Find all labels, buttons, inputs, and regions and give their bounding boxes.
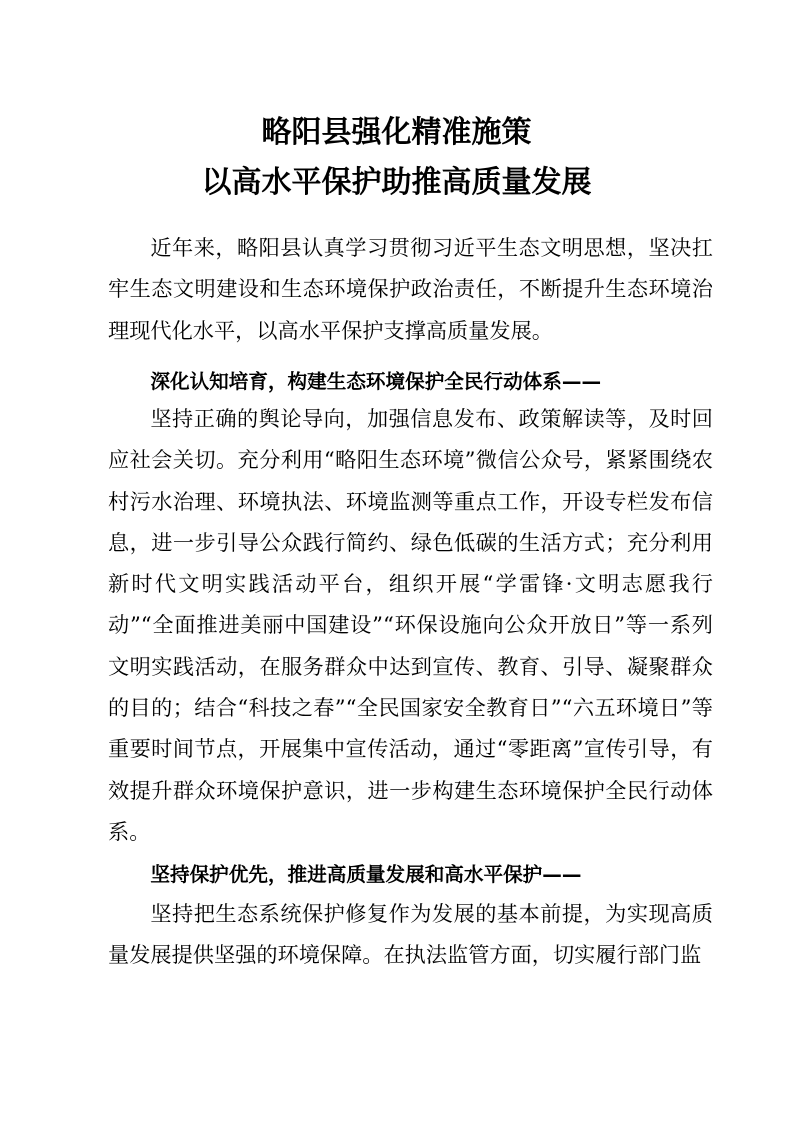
section-body-2: 坚持把生态系统保护修复作为发展的基本前提，为实现高质量发展提供坚强的环境保障。在执法监管方面，切实履行部门监 — [108, 901, 713, 968]
document-title-line-2: 以高水平保护助推高质量发展 — [201, 165, 592, 200]
document-title-line-1: 略阳县强化精准施策 — [261, 115, 532, 150]
section-heading-1: 深化认知培育，构建生态环境保护全民行动体系—— — [150, 370, 602, 393]
section-heading-2: 坚持保护优先，推进高质量发展和高水平保护—— — [150, 863, 582, 886]
intro-paragraph: 近年来，略阳县认真学习贯彻习近平生态文明思想，坚决扛牢生态文明建设和生态环境保护政治责任，不断提升生态环境治理现代化水平，以高水平保护支撑高质量发展。 — [108, 235, 713, 343]
section-body-1: 坚持正确的舆论导向，加强信息发布、政策解读等，及时回应社会关切。充分利用“略阳生态环境”微信公众号，紧紧围绕农村污水治理、环境执法、环境监测等重点工作，开设专栏发布信息，进一步引导公众践行简约、绿色低碳的生活方式；充分利用新时代文明实践活动平台，组织开展“学雷锋·文明志愿我行动”“全面推进美丽中国建设”“环保设施向公众开放日”等一系列文明实践活动，在服务群众中达到宣传、教育、引导、凝聚群众的目的；结合“科技之春”“全民国家安全教育日”“六五环境日”等重要时间节点，开展集中宣传活动，通过“零距离”宣传引导，有效提升群众环境保护意识，进一步构建生态环境保护全民行动体系。 — [108, 406, 713, 844]
